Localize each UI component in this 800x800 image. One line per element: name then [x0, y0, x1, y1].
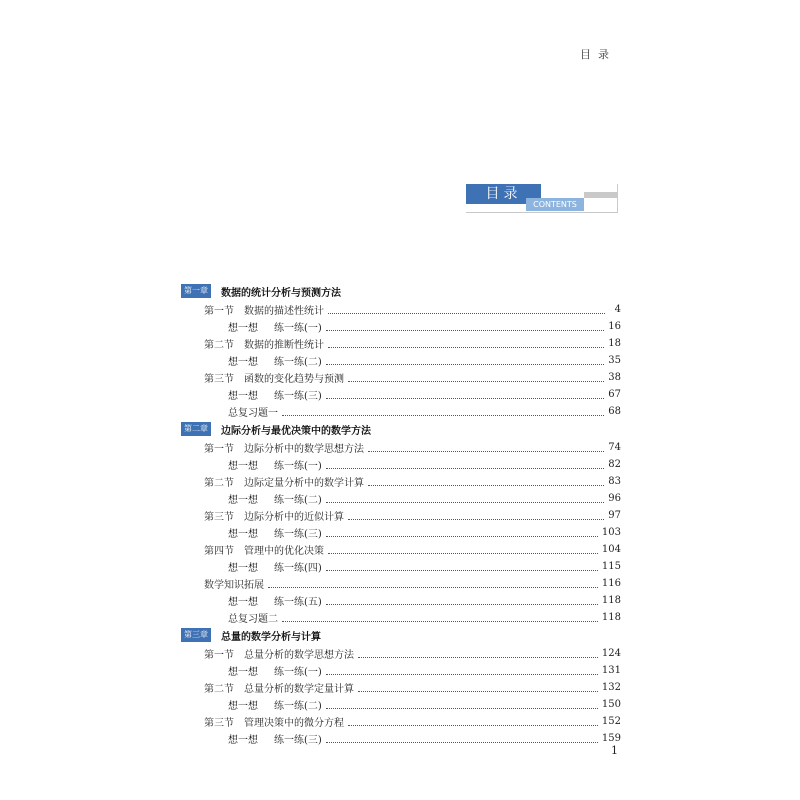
running-head: 目录 — [580, 48, 616, 61]
entry-label: 第四节 — [204, 546, 234, 557]
entry-page-number: 131 — [601, 665, 621, 676]
entry-title: 总量分析的数学思想方法 — [244, 650, 354, 661]
chapter-badge: 第三章 — [181, 628, 211, 642]
entry-page-number: 116 — [601, 578, 621, 589]
entry-title: 边际分析中的数学思想方法 — [244, 444, 364, 455]
entry-page-number: 118 — [601, 595, 621, 606]
dot-leader — [326, 323, 604, 331]
entry-page-number: 96 — [608, 493, 621, 504]
chapter-heading — [181, 282, 621, 300]
entry-label: 第三节 — [204, 718, 234, 729]
toc-entry[interactable] — [181, 301, 621, 318]
entry-label: 第三节 — [204, 512, 234, 523]
toc-entry[interactable] — [181, 386, 621, 403]
entry-page-number: 82 — [608, 459, 621, 470]
chapter-badge: 第二章 — [181, 422, 211, 436]
entry-label: 想一想 — [228, 495, 258, 506]
toc-entry[interactable] — [181, 456, 621, 473]
entry-page-number: 38 — [608, 372, 621, 383]
toc-entry[interactable] — [181, 713, 621, 730]
entry-label: 想一想 — [228, 357, 258, 368]
dot-leader — [326, 597, 598, 605]
entry-label: 第二节 — [204, 478, 234, 489]
entry-page-number: 132 — [601, 682, 621, 693]
dot-leader — [348, 374, 604, 382]
entry-label: 想一想 — [228, 461, 258, 472]
entry-title: 练一练(一) — [274, 323, 322, 334]
entry-page-number: 159 — [601, 733, 621, 744]
toc-entry[interactable] — [181, 575, 621, 592]
entry-title: 练一练(五) — [274, 597, 322, 608]
entry-title: 总复习题一 — [228, 408, 278, 419]
entry-title: 函数的变化趋势与预测 — [244, 374, 344, 385]
entry-label: 想一想 — [228, 563, 258, 574]
entry-page-number: 115 — [601, 561, 621, 572]
chapter-title: 边际分析与最优决策中的数学方法 — [221, 425, 371, 437]
chapter-heading — [181, 626, 621, 644]
toc-entry[interactable] — [181, 696, 621, 713]
entry-title: 练一练(三) — [274, 391, 322, 402]
entry-title: 总复习题二 — [228, 614, 278, 625]
entry-label: 想一想 — [228, 391, 258, 402]
toc-entry[interactable] — [181, 609, 621, 626]
dot-leader — [348, 512, 604, 520]
entry-title: 练一练(三) — [274, 529, 322, 540]
entry-title: 练一练(二) — [274, 495, 322, 506]
toc-entry[interactable] — [181, 730, 621, 747]
dot-leader — [282, 408, 604, 416]
banner-vertical-rule — [617, 184, 618, 213]
entry-page-number: 68 — [608, 406, 621, 417]
toc-entry[interactable] — [181, 645, 621, 662]
entry-label: 第一节 — [204, 306, 234, 317]
dot-leader — [328, 306, 605, 314]
toc-entry[interactable] — [181, 335, 621, 352]
entry-label: 想一想 — [228, 667, 258, 678]
chapter-badge: 第一章 — [181, 284, 211, 298]
dot-leader — [368, 444, 604, 452]
toc-entry[interactable] — [181, 507, 621, 524]
table-of-contents — [181, 282, 621, 747]
banner-decoration-bar — [584, 192, 618, 198]
entry-page-number: 152 — [601, 716, 621, 727]
dot-leader — [326, 735, 598, 743]
toc-entry[interactable] — [181, 592, 621, 609]
dot-leader — [326, 563, 598, 571]
entry-title: 数据的推断性统计 — [244, 340, 324, 351]
dot-leader — [358, 684, 598, 692]
toc-entry[interactable] — [181, 679, 621, 696]
toc-entry[interactable] — [181, 439, 621, 456]
dot-leader — [358, 650, 598, 658]
dot-leader — [328, 340, 604, 348]
entry-title: 管理决策中的微分方程 — [244, 718, 344, 729]
banner-rule — [466, 212, 618, 213]
page-number: 1 — [611, 744, 618, 757]
entry-label: 想一想 — [228, 735, 258, 746]
toc-entry[interactable] — [181, 662, 621, 679]
entry-page-number: 118 — [601, 612, 621, 623]
entry-page-number: 4 — [614, 304, 621, 315]
entry-page-number: 124 — [601, 648, 621, 659]
entry-label: 想一想 — [228, 529, 258, 540]
dot-leader — [268, 580, 598, 588]
dot-leader — [326, 461, 604, 469]
dot-leader — [348, 718, 598, 726]
banner-subtitle: CONTENTS — [526, 198, 584, 211]
entry-label: 第一节 — [204, 444, 234, 455]
entry-page-number: 103 — [601, 527, 621, 538]
toc-entry[interactable] — [181, 558, 621, 575]
entry-title: 边际分析中的近似计算 — [244, 512, 344, 523]
dot-leader — [282, 614, 598, 622]
dot-leader — [326, 495, 604, 503]
entry-title: 练一练(四) — [274, 563, 322, 574]
entry-label: 第三节 — [204, 374, 234, 385]
entry-label: 第二节 — [204, 684, 234, 695]
entry-label: 第一节 — [204, 650, 234, 661]
dot-leader — [326, 357, 604, 365]
dot-leader — [326, 667, 598, 675]
dot-leader — [326, 391, 604, 399]
entry-label: 想一想 — [228, 323, 258, 334]
entry-title: 管理中的优化决策 — [244, 546, 324, 557]
entry-label: 想一想 — [228, 597, 258, 608]
entry-page-number: 67 — [608, 389, 621, 400]
entry-page-number: 35 — [608, 355, 621, 366]
entry-title: 边际定量分析中的数学计算 — [244, 478, 364, 489]
entry-title: 数据的描述性统计 — [244, 306, 324, 317]
entry-page-number: 97 — [608, 510, 621, 521]
banner-title: 目录 — [466, 184, 541, 204]
toc-entry[interactable] — [181, 490, 621, 507]
entry-title: 练一练(二) — [274, 701, 322, 712]
entry-title: 总量分析的数学定量计算 — [244, 684, 354, 695]
toc-entry[interactable] — [181, 473, 621, 490]
dot-leader — [328, 546, 598, 554]
toc-entry[interactable] — [181, 369, 621, 386]
entry-title: 练一练(二) — [274, 357, 322, 368]
chapter-title: 数据的统计分析与预测方法 — [221, 287, 341, 299]
entry-title: 练一练(一) — [274, 461, 322, 472]
entry-title: 练一练(三) — [274, 735, 322, 746]
chapter-title: 总量的数学分析与计算 — [221, 631, 321, 643]
entry-page-number: 83 — [608, 476, 621, 487]
entry-title: 练一练(一) — [274, 667, 322, 678]
entry-page-number: 18 — [608, 338, 621, 349]
toc-banner — [466, 184, 618, 214]
dot-leader — [368, 478, 604, 486]
entry-page-number: 74 — [608, 442, 621, 453]
entry-label: 第二节 — [204, 340, 234, 351]
toc-entry[interactable] — [181, 403, 621, 420]
toc-entry[interactable] — [181, 541, 621, 558]
toc-entry[interactable] — [181, 524, 621, 541]
toc-entry[interactable] — [181, 352, 621, 369]
dot-leader — [326, 529, 598, 537]
entry-page-number: 150 — [601, 699, 621, 710]
entry-label: 想一想 — [228, 701, 258, 712]
entry-title: 数学知识拓展 — [204, 580, 264, 591]
entry-page-number: 104 — [601, 544, 621, 555]
entry-page-number: 16 — [608, 321, 621, 332]
toc-entry[interactable] — [181, 318, 621, 335]
chapter-heading — [181, 420, 621, 438]
dot-leader — [326, 701, 598, 709]
